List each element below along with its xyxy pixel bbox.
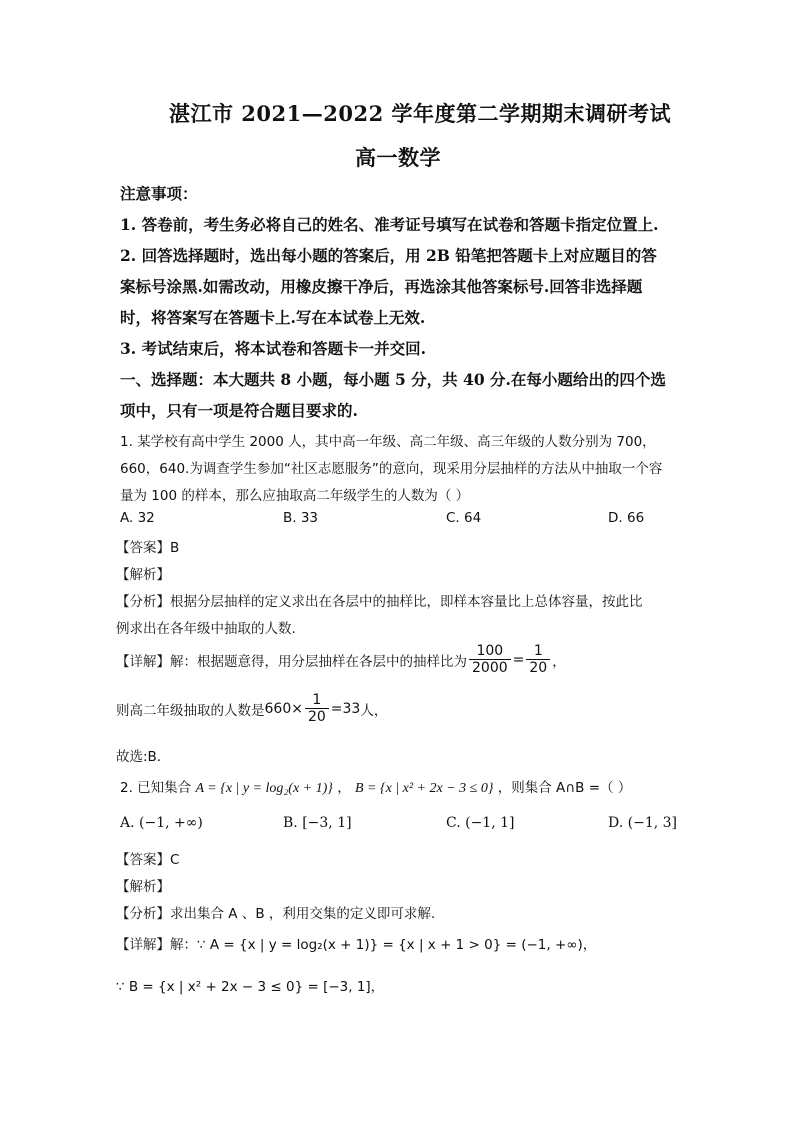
q1-option-d: D. 66: [608, 510, 645, 526]
q2-detail-line2: ∵ B = {x | x² + 2x − 3 ≤ 0} = [−3, 1]，: [116, 979, 385, 995]
fraction-numerator: 1: [526, 643, 550, 660]
q1-conclusion: 故选:B．: [116, 749, 171, 765]
fraction-1-20: [526, 643, 550, 676]
fraction-denominator: 20: [307, 709, 326, 726]
set-b: B = {x | x² + 2x − 3 ≤ 0}: [354, 781, 494, 796]
fraction-numerator: 100: [469, 643, 511, 660]
q1-analysis-label: 【解析】: [116, 567, 170, 583]
q1-detail-text: 人，: [360, 702, 388, 719]
q1-detail-text: 【详解】解：根据题意得，用分层抽样在各层中的抽样比为: [116, 653, 467, 670]
q1-detail-text: 则高二年级抽取的人数是: [116, 702, 265, 719]
multiplier: 660×: [264, 700, 303, 717]
notice-item: 3. 考试结束后，将本试卷和答题卡一并交回.: [120, 339, 426, 358]
q2-analysis: 【分析】求出集合 A 、B ，利用交集的定义即可求解.: [116, 906, 436, 922]
q2-option-d: D. (−1, 3]: [608, 815, 677, 831]
fraction-1-20: [305, 692, 329, 725]
q1-answer: 【答案】B: [116, 540, 180, 556]
q2-stem-text: 2. 已知集合: [120, 780, 192, 796]
q2-stem-text: ，则集合 A∩B =（ ）: [497, 780, 632, 796]
punctuation: ，: [337, 780, 351, 796]
q1-option-b: B. 33: [283, 510, 319, 526]
question-2-stem: [120, 776, 631, 797]
q1-detail-line2: [116, 692, 387, 725]
result: =33: [330, 700, 361, 717]
q2-option-b: B. [−3, 1]: [283, 815, 352, 831]
notice-item: 案标号涂黑.如需改动，用橡皮擦干净后，再选涂其他答案标号.回答非选择题: [120, 277, 643, 296]
notice-item: 2. 回答选择题时，选出每小题的答案后，用 2B 铅笔把答题卡上对应题目的答: [120, 246, 657, 265]
q2-detail: 【详解】解：∵ A = {x | y = log₂(x + 1)} = {x | x + 1 > 0} = (−1, +∞)，: [116, 937, 597, 953]
fraction-denominator: 2000: [472, 660, 508, 677]
punctuation: ，: [552, 653, 566, 670]
q1-option-c: C. 64: [446, 510, 482, 526]
fraction-numerator: 1: [305, 692, 329, 709]
notice-heading: 注意事项：: [120, 184, 198, 203]
q1-detail: [116, 643, 566, 676]
fraction-100-2000: [469, 643, 511, 676]
set-a: A = {x | y = log₂(x + 1)}: [195, 781, 333, 796]
section-heading-cont: 项中，只有一项是符合题目要求的.: [120, 401, 358, 420]
exam-subtitle: 高一数学: [355, 145, 441, 170]
fraction-denominator: 20: [529, 660, 548, 677]
section-heading: 一、选择题：本大题共 8 小题，每小题 5 分，共 40 分.在每小题给出的四个选: [120, 370, 666, 389]
q1-analysis: 例求出在各年级中抽取的人数.: [116, 621, 296, 637]
q2-option-a: A. (−1, +∞): [120, 815, 203, 831]
q2-analysis-label: 【解析】: [116, 879, 170, 895]
q2-option-c: C. (−1, 1]: [446, 815, 515, 831]
question-1-stem: 660，640.为调查学生参加“社区志愿服务”的意向，现采用分层抽样的方法从中抽取一个容: [120, 461, 663, 477]
notice-item: 时，将答案写在答题卡上.写在本试卷上无效.: [120, 308, 426, 327]
notice-item: 1. 答卷前，考生务必将自己的姓名、准考证号填写在试卷和答题卡指定位置上.: [120, 215, 659, 234]
q1-option-a: A. 32: [120, 510, 155, 526]
exam-title: 湛江市 2021—2022 学年度第二学期期末调研考试: [169, 101, 672, 126]
q2-answer: 【答案】C: [116, 852, 180, 868]
q1-analysis: 【分析】根据分层抽样的定义求出在各层中的抽样比，即样本容量比上总体容量，按此比: [116, 594, 643, 610]
question-1-stem: 量为 100 的样本，那么应抽取高二年级学生的人数为（ ）: [120, 488, 470, 504]
equals-sign: =: [512, 651, 525, 668]
question-1-stem: 1. 某学校有高中学生 2000 人，其中高一年级、高二年级、高三年级的人数分别为 700，: [120, 434, 656, 450]
